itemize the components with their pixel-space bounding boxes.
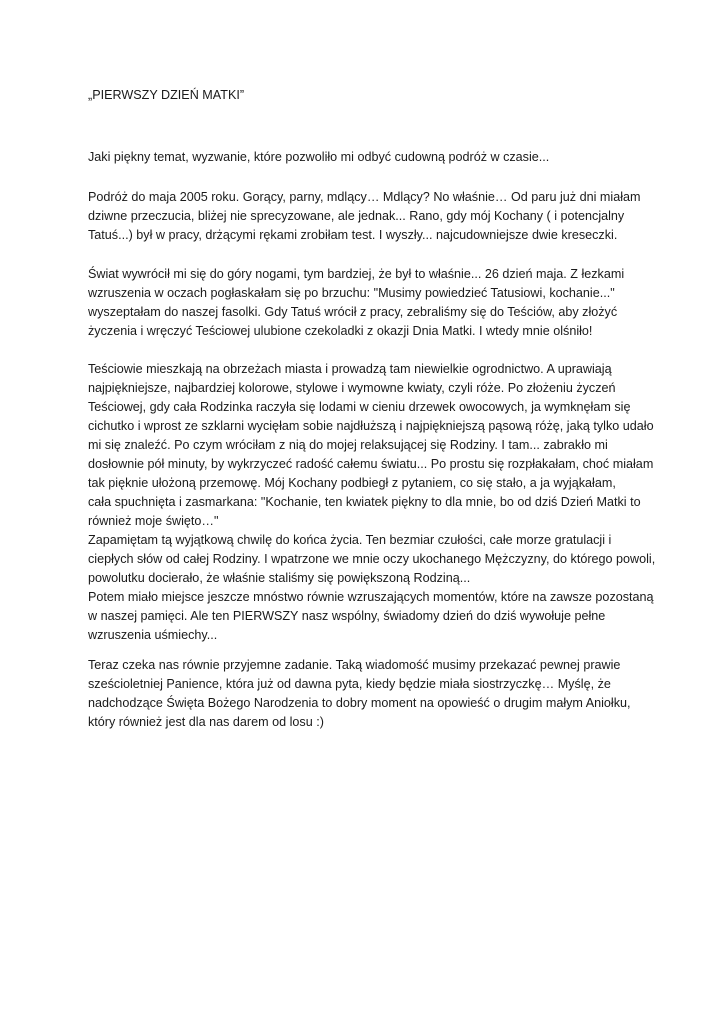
paragraph-line: Teściowie mieszkają na obrzeżach miasta i prowadzą tam niewielkie ogrodnictwo. A uprawiają [88, 362, 612, 376]
paragraph-line: również moje święto…" [88, 514, 219, 528]
paragraph-line: Podróż do maja 2005 roku. Gorący, parny, mdlący… Mdlący? No właśnie… Od paru już dni miałam [88, 190, 641, 204]
paragraph-line: który również jest dla nas darem od losu :) [88, 715, 324, 729]
paragraph-line: mi się znaleźć. Po czym wróciłam z nią do mojej relaksującej się Rodziny. I tam... zabrakło mi [88, 438, 608, 452]
paragraph-line: dosłownie pół minuty, by wykrzyczeć radość całemu światu... Po prostu się rozpłakałam, choć miałam [88, 457, 654, 471]
paragraph-line: w naszej pamięci. Ale ten PIERWSZY nasz wspólny, świadomy dzień do dziś wywołuje pełne [88, 609, 606, 623]
paragraph-line: tak pięknie ułożoną przemowę. Mój Kochany podbiegł z pytaniem, co się stało, a ja wyjąkałam, [88, 476, 616, 490]
intro-paragraph: Jaki piękny temat, wyzwanie, które pozwoliło mi odbyć cudowną podróż w czasie... [88, 150, 550, 164]
paragraph-line: powolutku docierało, że właśnie staliśmy się powiększoną Rodziną... [88, 571, 471, 585]
paragraph-line: Teściowej, gdy cała Rodzinka raczyła się lodami w cieniu drzewek owocowych, ja wymknęłam się [88, 400, 631, 414]
paragraph-line: Potem miało miejsce jeszcze mnóstwo równie wzruszających momentów, które na zawsze pozostaną [88, 590, 654, 604]
paragraph-line: Teraz czeka nas równie przyjemne zadanie. Taką wiadomość musimy przekazać pewnej prawie [88, 658, 621, 672]
paragraph-line: Tatuś...) był w pracy, drżącymi rękami zrobiłam test. I wyszły... najcudowniejsze dwie kreseczki. [88, 228, 618, 242]
paragraph-line: cichutko i wprost ze szklarni wycięłam sobie najdłuższą i najpiękniejszą pąsową różę, jaką tylko udało [88, 419, 654, 433]
document-title: „PIERWSZY DZIEŃ MATKI” [88, 88, 245, 102]
paragraph-line: dziwne przeczucia, bliżej nie sprecyzowane, ale jednak... Rano, gdy mój Kochany ( i potencjalny [88, 209, 625, 223]
paragraph-line: Świat wywrócił mi się do góry nogami, tym bardziej, że był to właśnie... 26 dzień maja. Z łezkami [88, 267, 625, 281]
paragraph-line: nadchodzące Święta Bożego Narodzenia to dobry moment na opowieść o drugim małym Aniołku, [88, 696, 631, 710]
paragraph-line: wzruszenia uśmiechy... [88, 628, 218, 642]
paragraph-line: ciepłych słów od całej Rodziny. I wpatrzone we mnie oczy ukochanego Mężczyzny, do którego powoli, [88, 552, 656, 566]
paragraph-line: wyszeptałam do naszej fasolki. Gdy Tatuś wrócił z pracy, zebraliśmy się do Teściów, aby złożyć [88, 305, 618, 319]
paragraph-line: Zapamiętam tą wyjątkową chwilę do końca życia. Ten bezmiar czułości, całe morze gratulacji i [88, 533, 612, 547]
paragraph-line: wzruszenia w oczach pogłaskałam się po brzuchu: "Musimy powiedzieć Tatusiowi, kochanie..." [88, 286, 615, 300]
paragraph-line: cała spuchnięta i zasmarkana: "Kochanie, ten kwiatek piękny to dla mnie, bo od dziś Dzień Matki to [88, 495, 641, 509]
paragraph-line: życzenia i wręczyć Teściowej ulubione czekoladki z okazji Dnia Matki. I wtedy mnie olśniło! [88, 324, 593, 338]
paragraph-line: najpiękniejsze, najbardziej kolorowe, stylowe i wymowne kwiaty, czyli róże. Po złożeniu życzeń [88, 381, 616, 395]
paragraph-line: sześcioletniej Panience, która już od dawna pyta, kiedy będzie miała siostrzyczkę… Myślę, że [88, 677, 611, 691]
